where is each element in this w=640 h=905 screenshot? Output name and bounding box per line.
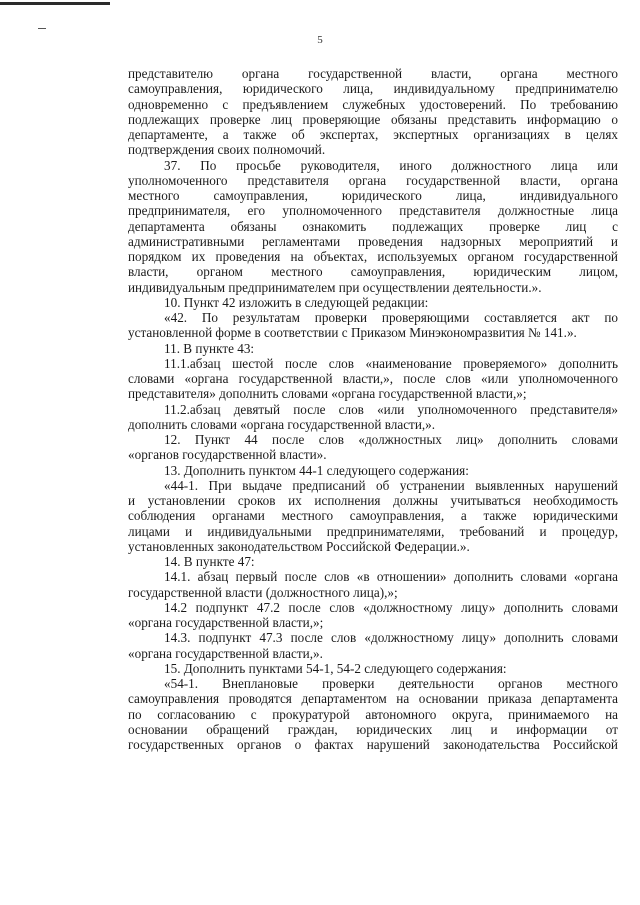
text-line: «органа государственной власти,». — [128, 645, 323, 661]
text-line: административными регламентами проведения надзорных мероприятий и — [128, 233, 618, 249]
text-line: 11. В пункте 43: — [164, 340, 255, 356]
text-line: установленных законодательством Российской Федерации.». — [128, 538, 470, 554]
scan-edge-line — [0, 2, 110, 5]
text-line: государственных органов о фактах нарушений законодательства Российской — [128, 737, 618, 752]
text-line: 15. Дополнить пунктами 54-1, 54-2 следующего содержания: — [164, 660, 507, 676]
text-line: соблюдения органами местного самоуправления, а также юридическими — [128, 508, 618, 524]
text-line: подтверждения своих полномочий. — [128, 142, 326, 158]
text-line: представителю органа государственной власти, органа местного — [128, 66, 618, 81]
text-line: по согласованию с прокуратурой автономного округа, принимаемого на — [128, 706, 618, 722]
text-line: индивидуальным предпринимателем при осуществлении деятельности.». — [128, 279, 542, 295]
document-body — [128, 66, 618, 752]
text-line: государственной власти (должностного лица),»; — [128, 584, 398, 600]
text-line: одновременно с предъявлением служебных удостоверений. По требованию — [128, 96, 618, 112]
text-line: 14.3. подпункт 47.3 после слов «должностному лицу» дополнить словами — [164, 630, 618, 646]
text-line: самоуправления проводятся департаментом на основании приказа департамента — [128, 691, 618, 707]
text-line: основании обращений граждан, юридических лиц и информации от — [128, 721, 618, 737]
text-line: словами «органа государственной власти,», после слов «или уполномоченного — [128, 371, 618, 386]
text-line: 14. В пункте 47: — [164, 554, 255, 569]
text-line: 13. Дополнить пунктом 44-1 следующего содержания: — [164, 462, 469, 478]
text-line: 11.1.абзац шестой после слов «наименование проверяемого» дополнить — [164, 355, 618, 371]
text-line: 10. Пункт 42 изложить в следующей редакции: — [164, 294, 429, 310]
text-line: подлежащих проверке лиц проверяющие обязаны представить информацию о — [128, 111, 618, 127]
text-line: 14.1. абзац первый после слов «в отношении» дополнить словами «органа — [164, 569, 618, 585]
text-line: 14.2 подпункт 47.2 после слов «должностному лицу» дополнить словами — [164, 599, 618, 615]
text-line: уполномоченного представителя органа государственной власти, органа — [128, 172, 618, 188]
text-line: «органа государственной власти,»; — [128, 615, 324, 630]
text-line: лицами и индивидуальными предпринимателями, требований и процедур, — [128, 523, 618, 539]
text-line: и установлении сроков их исполнения должны учитываться необходимость — [128, 493, 618, 508]
text-line: «54-1. Внеплановые проверки деятельности органов местного — [164, 676, 618, 691]
text-line: департаменте, а также об экспертах, экспертных организациях в целях — [128, 127, 618, 142]
text-line: порядком их проведения на объектах, используемых органом государственной — [128, 249, 618, 264]
text-line: власти, органом местного самоуправления, юридическим лицом, — [128, 264, 618, 280]
text-line: 37. По просьбе руководителя, иного должностного лица или — [164, 157, 618, 173]
text-line: дополнить словами «органа государственной власти,». — [128, 416, 436, 432]
text-line: «органов государственной власти». — [128, 447, 327, 463]
text-line: местного самоуправления, юридического лица, индивидуального — [128, 188, 618, 203]
text-line: «42. По результатам проверки проверяющими составляется акт по — [164, 310, 618, 325]
text-line: 12. Пункт 44 после слов «должностных лиц» дополнить словами — [164, 432, 618, 447]
page-number: 5 — [317, 34, 323, 46]
text-line: предпринимателя, его уполномоченного представителя должностные лица — [128, 203, 618, 219]
text-line: представителя» дополнить словами «органа государственной власти,»; — [128, 386, 527, 402]
text-line: 11.2.абзац девятый после слов «или уполномоченного представителя» — [164, 401, 618, 417]
scan-mark — [38, 28, 46, 29]
text-line: «44-1. При выдаче предписаний об устранении выявленных нарушений — [164, 477, 618, 493]
text-line: самоуправления, юридического лица, индивидуальному предпринимателю — [128, 81, 618, 97]
text-line: департамента обязаны ознакомить подлежащих проверке лиц с — [128, 218, 618, 234]
text-line: установленной форме в соответствии с Приказом Минэкономразвития № 141.». — [128, 325, 577, 341]
